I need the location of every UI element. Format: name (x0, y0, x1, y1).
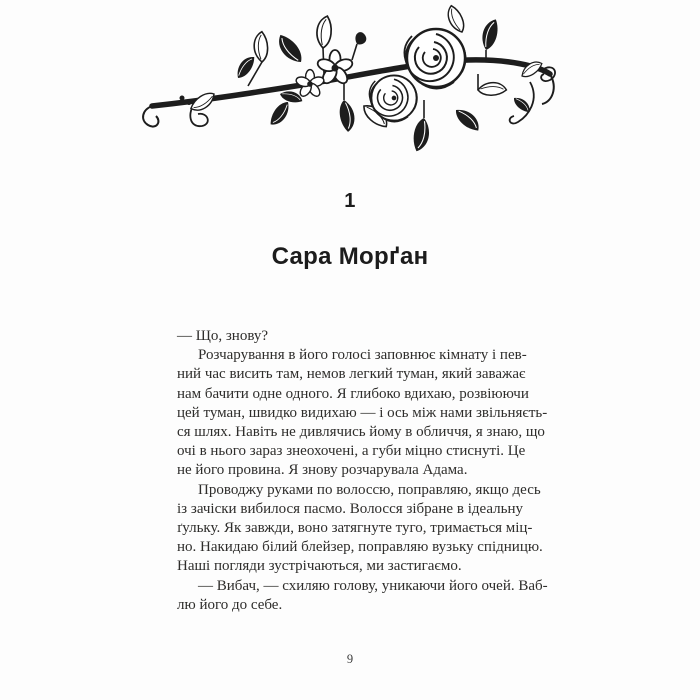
text-line: ся шлях. Навіть не дивлячись йому в обличчя, я знаю, що (177, 424, 545, 441)
text-line: но. Накидаю білий блейзер, поправляю вузьку спідницю. (177, 539, 543, 556)
text-line: Проводжу руками по волоссю, поправляю, якщо десь (198, 481, 541, 498)
text-line: Розчарування в його голосі заповнює кімнату і пев- (198, 347, 527, 364)
body-text (177, 327, 548, 615)
text-line: цей туман, швидко видихаю — і ось між нами звільняєть- (177, 404, 548, 421)
floral-ornament (138, 4, 562, 152)
text-line: ґульку. Як завжди, воно затягнуте туго, тримається міц- (177, 520, 533, 537)
text-line: ний час висить там, немов легкий туман, який заважає (177, 366, 526, 383)
chapter-number: 1 (344, 190, 356, 212)
text-line: Наші погляди зустрічаються, ми застигаємо. (177, 558, 462, 575)
text-line: — Що, знову? (177, 328, 269, 344)
chapter-title: Сара Морґан (271, 243, 429, 270)
text-line: — Вибач, — схиляю голову, уникаючи його очей. Ваб- (198, 577, 548, 594)
text-line: лю його до себе. (177, 596, 283, 613)
floral-engraving-icon (138, 4, 562, 152)
text-line: очі в нього зараз знеохочені, а губи міцно стиснуті. Це (177, 443, 526, 460)
text-line: не його провина. Я знову розчарувала Адама. (177, 462, 468, 479)
text-line: із зачіски вибилося пасмо. Волосся зібране в ідеальну (177, 500, 523, 517)
page-number: 9 (346, 652, 354, 666)
text-line: нам бачити одне одного. Я глибоко вдихаю, розвіюючи (177, 385, 529, 402)
